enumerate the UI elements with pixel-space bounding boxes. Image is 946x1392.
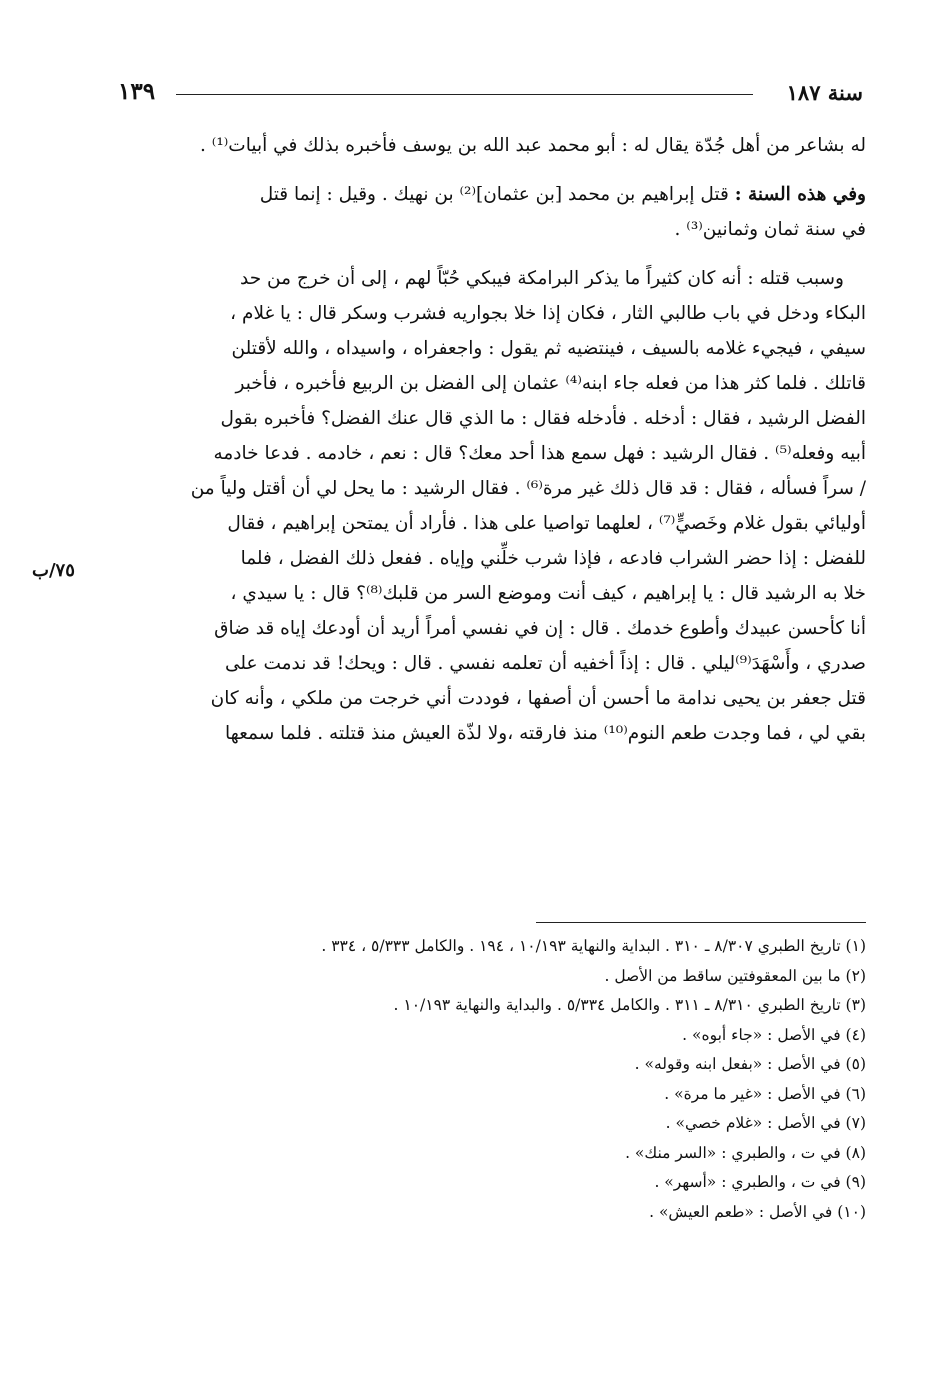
text-line: الفضل الرشيد ، فقال : أدخله . فأدخله فقال : ما الذي قال عنك الفضل؟ فأخبره بقول xyxy=(220,408,866,429)
text-line: قتل جعفر بن يحيى ندامة ما أحسن أن أصفها ، فوددت أني خرجت من ملكي ، وأنه كان xyxy=(210,688,866,709)
footnote: (٥) في الأصل : «بفعل ابنه وقوله» . xyxy=(634,1055,866,1073)
text-line: خلا به الرشيد قال : يا إبراهيم ، كيف أنت وموضع السر من قلبك⁽⁸⁾؟ قال : يا سيدي ، xyxy=(230,583,866,604)
text-line: بقي لي ، فما وجدت طعم النوم⁽¹⁰⁾ منذ فارقته ،ولا لذّة العيش منذ قتلته . فلما سمعها xyxy=(224,723,866,744)
footnote: (٨) في ت ، والطبري : «السر منك» . xyxy=(625,1143,866,1162)
footnote: (٢) ما بين المعقوفتين ساقط من الأصل . xyxy=(604,966,866,985)
marginal-folio-note: ٧٥/ب xyxy=(32,560,75,581)
footnote: (٩) في ت ، والطبري : «أسهر» . xyxy=(654,1173,866,1191)
text-line: سيفي ، فيجيء غلامه بالسيف ، فينتضيه ثم يقول : واجعفراه ، واسيداه ، والله لأقتلن xyxy=(231,338,866,359)
text-line: له بشاعر من أهل جُدّة يقال له : أبو محمد عبد الله بن يوسف فأخبره بذلك في أبيات⁽¹⁾ . xyxy=(200,135,866,156)
footnotes xyxy=(118,932,866,1227)
text-line: قاتلك . فلما كثر هذا من فعله جاء ابنه⁽⁴⁾ عثمان إلى الفضل بن الربيع فأخبره ، فأخبر xyxy=(235,373,866,394)
text-line: أبيه وفعله⁽⁵⁾ . فقال الرشيد : فهل سمع هذا أحد معك؟ قال : نعم ، خادمه . فدعا خادمه xyxy=(213,443,866,464)
text-line: وسبب قتله : أنه كان كثيراً ما يذكر البرامكة فيبكي حُبّاً لهم ، إلى أن خرج من حد xyxy=(240,268,844,289)
footnote: (٤) في الأصل : «جاء أبوه» . xyxy=(682,1025,866,1044)
page-number: ١٣٩ xyxy=(118,78,156,105)
section-heading: وفي هذه السنة : xyxy=(734,184,866,205)
footnote: (٧) في الأصل : «غلام خصي» . xyxy=(665,1114,866,1132)
footnote-rule xyxy=(536,922,866,923)
text-line: صدري ، وأَسْهَدَ⁽⁹⁾ليلي . قال : إذاً أخفيه أن تعلمه نفسي . قال : ويحك! قد ندمت على xyxy=(225,653,866,674)
text-line: البكاء ودخل في باب طالبي الثار ، فكان إذا خلا بجواريه فشرب وسكر قال : يا غلام ، xyxy=(230,303,866,324)
page-header xyxy=(118,74,863,108)
header-rule xyxy=(176,94,753,95)
footnote: (٣) تاريخ الطبري ٨/٣١٠ ـ ٣١١ . والكامل ٥/٣٣٤ . والبداية والنهاية ١٠/١٩٣ . xyxy=(393,996,866,1014)
footnote: (٦) في الأصل : «غير ما مرة» . xyxy=(664,1084,866,1103)
text-line: أوليائي بقول غلام وخَصيٍّ⁽⁷⁾ ، لعلهما تواصيا على هذا . فأراد أن يمتحن إبراهيم ، فقال xyxy=(227,513,866,534)
text-line: / سراً فسأله ، فقال : قد قال ذلك غير مرة⁽⁶⁾ . فقال الرشيد : ما يحل لي أن أقتل ولياً من xyxy=(190,478,866,499)
text-line: أنا كأحسن عبيدك وأطوع خدمك . قال : إن في نفسي أمراً أريد أن أودعك إياه قد ضاق xyxy=(214,618,866,639)
footnote: (١) تاريخ الطبري ٨/٣٠٧ ـ ٣١٠ . البداية والنهاية ١٠/١٩٣ ، ١٩٤ . والكامل ٥/٣٣٣ ، ٣٣٤ . xyxy=(321,937,866,955)
text-span: قتل إبراهيم بن محمد [بن عثمان]⁽²⁾ بن نهيك . وقيل : إنما قتل xyxy=(259,184,735,205)
footnote: (١٠) في الأصل : «طعم العيش» . xyxy=(649,1202,866,1221)
text-line: في سنة ثمان وثمانين⁽³⁾ . xyxy=(674,219,866,240)
main-text xyxy=(118,128,866,751)
text-line xyxy=(118,177,866,212)
text-line: للفضل : إذا حضر الشراب فادعه ، فإذا شرب خلِّني وإياه . ففعل ذلك الفضل ، فلما xyxy=(240,548,866,569)
running-title: سنة ١٨٧ xyxy=(786,80,863,105)
